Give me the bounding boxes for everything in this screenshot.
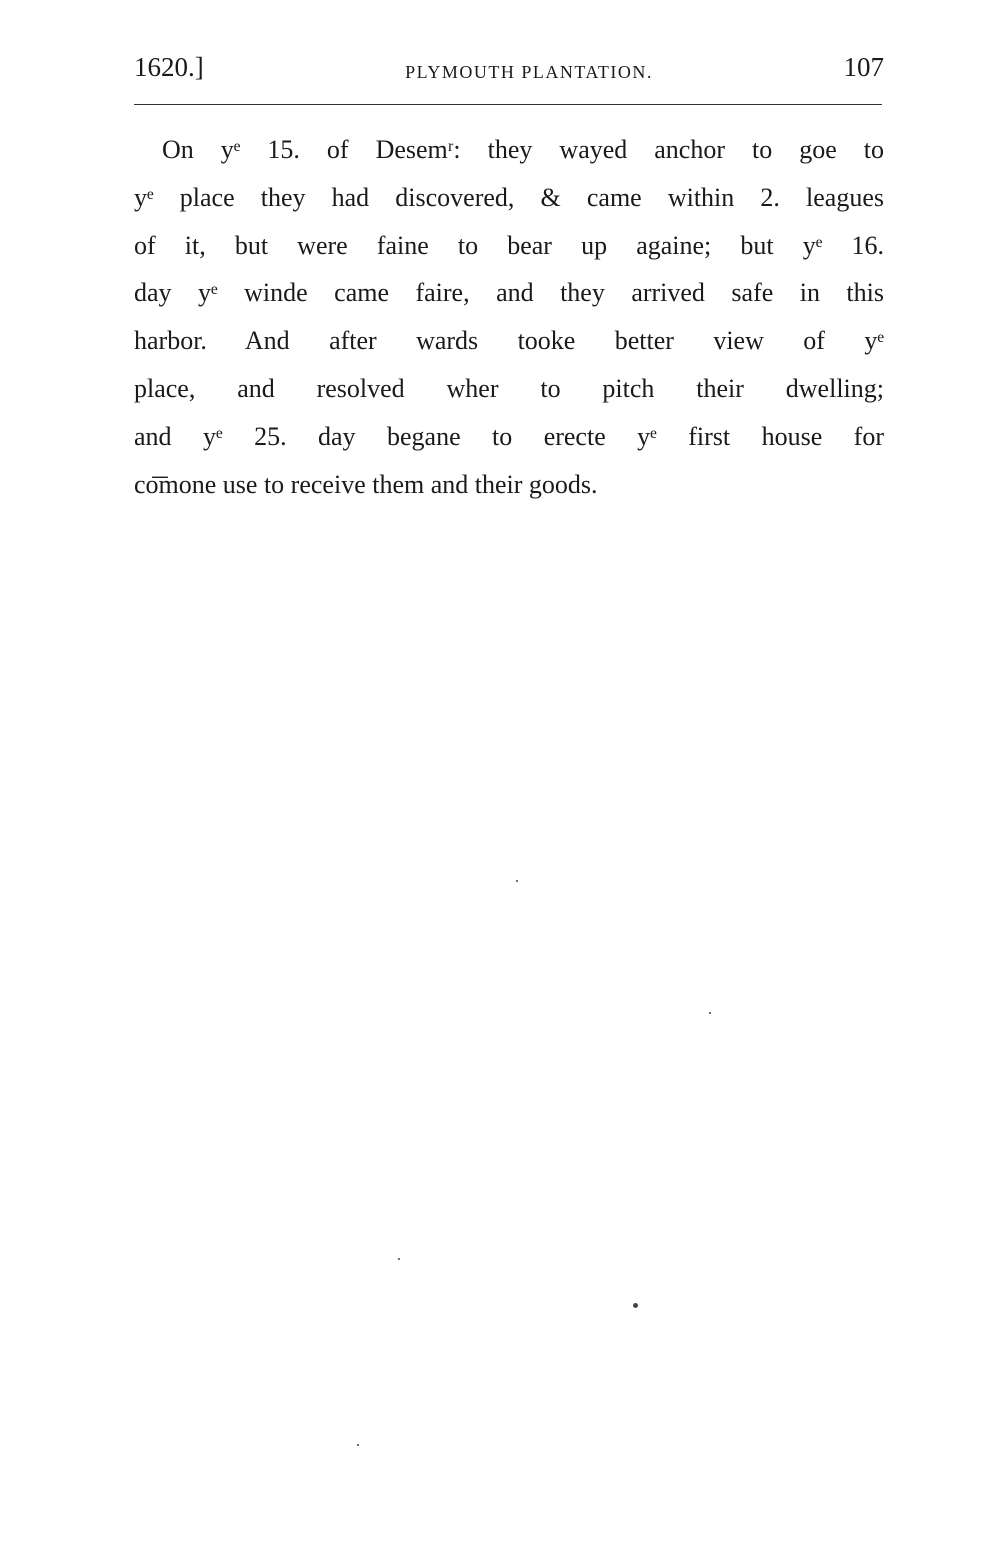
- text-line-7: and yᵉ 25. day begane to erecte yᵉ first house for: [134, 421, 884, 451]
- speck: [357, 1444, 359, 1446]
- running-head-year: 1620.]: [134, 52, 204, 82]
- speck: [633, 1303, 638, 1308]
- text-line-6: place, and resolved wher to pitch their dwelling;: [134, 373, 884, 403]
- text-line-5: harbor. And after wards tooke better view of yᵉ: [134, 326, 884, 356]
- text-line-2: yᵉ place they had discovered, & came within 2. leagues: [134, 182, 884, 212]
- speck: [709, 1012, 711, 1014]
- body-paragraph: [134, 126, 884, 508]
- text-line-8: co͞mone use to receive them and their goods.: [134, 469, 598, 499]
- running-head-title: PLYMOUTH PLANTATION.: [405, 62, 653, 82]
- running-head: [134, 52, 884, 92]
- text-line-4: day yᵉ winde came faire, and they arrived safe in this: [134, 278, 884, 308]
- text-line-1: On yᵉ 15. of Desemʳ: they wayed anchor to goe to: [162, 135, 884, 164]
- text-line-3: of it, but were faine to bear up againe; but yᵉ 16.: [134, 230, 884, 260]
- speck: [516, 880, 518, 882]
- header-rule: [134, 104, 882, 105]
- speck: [398, 1258, 400, 1260]
- page-number: 107: [843, 52, 884, 82]
